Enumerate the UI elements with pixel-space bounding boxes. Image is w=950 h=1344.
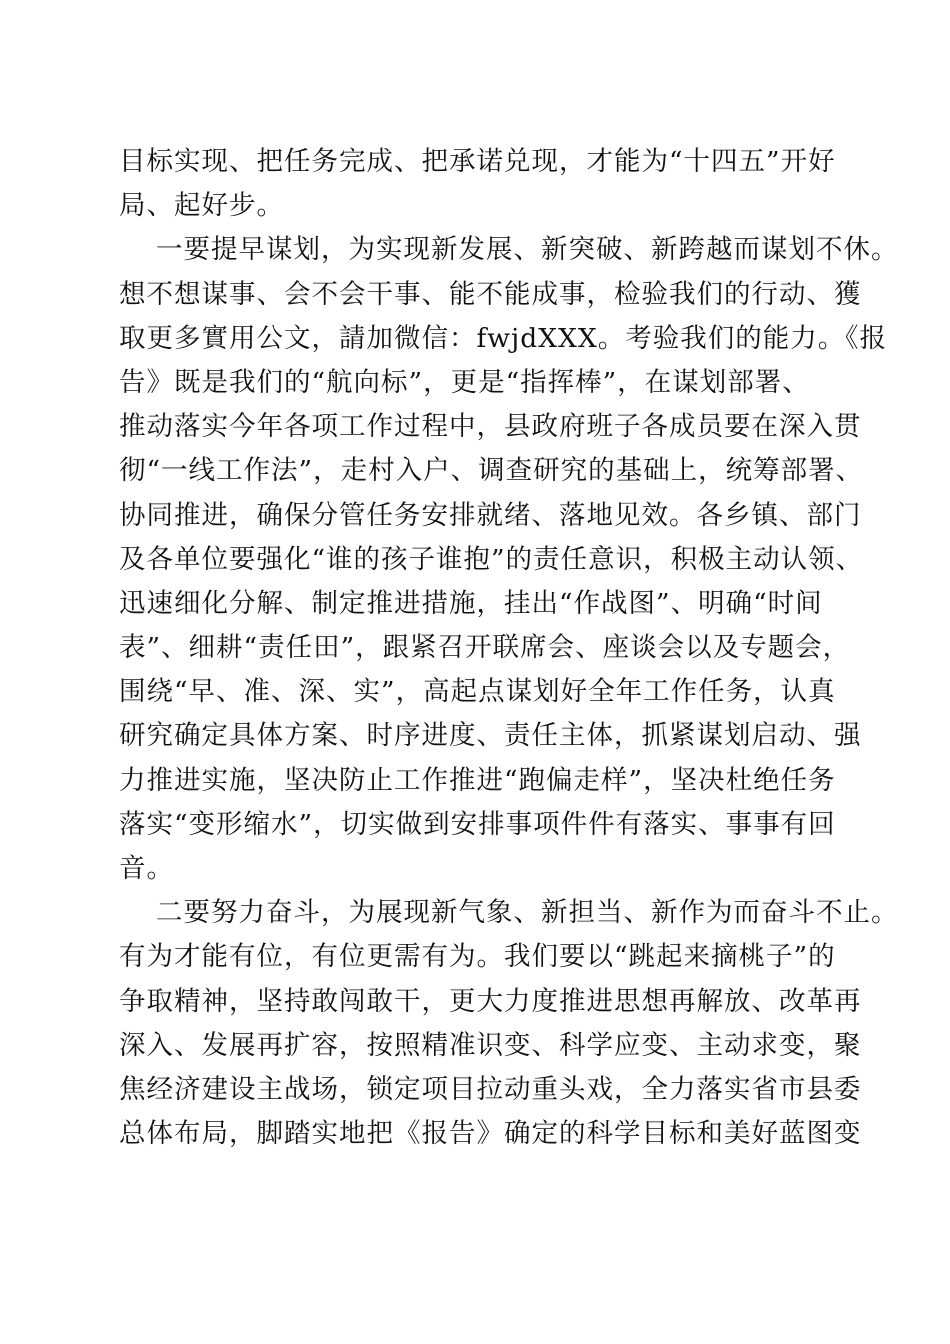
text-line: 力推进实施，坚决防止工作推进“跑偏走样”，坚决杜绝任务 [119, 764, 836, 796]
text-line: 彻“一线工作法”，走村入户、调查研究的基础上，统筹部署、 [119, 455, 864, 487]
text-line: 研究确定具体方案、时序进度、责任主体，抓紧谋划启动、强 [119, 720, 862, 752]
text-line: 告》既是我们的“航向标”，更是“指挥棒”，在谋划部署、 [119, 366, 810, 398]
paragraph-start-line: 二要努力奋斗，为展现新气象、新担当、新作为而奋斗不止。 [156, 897, 899, 929]
text-line: 迅速细化分解、制定推进措施，挂出“作战图”、明确“时间 [119, 587, 823, 619]
text-line: 想不想谋事、会不会干事、能不能成事，检验我们的行动、獲 [119, 278, 862, 310]
text-line: 音。 [119, 853, 174, 884]
text-line: 及各单位要强化“谁的孩子谁抱”的责任意识，积极主动认领、 [119, 543, 864, 575]
text-line: 推动落实今年各项工作过程中，县政府班子各成员要在深入贯 [119, 411, 862, 443]
text-line: 总体布局，脚踏实地把《报告》确定的科学目标和美好蓝图变 [119, 1118, 862, 1150]
text-line: 协同推进，确保分管任务安排就绪、落地见效。各乡镇、部门 [119, 499, 862, 531]
text-line: 表”、细耕“责任田”，跟紧召开联席会、座谈会以及专题会， [119, 632, 851, 664]
text-line: 落实“变形缩水”，切实做到安排事项件件有落实、事事有回 [119, 808, 836, 840]
text-line: 目标实现、把任务完成、把承诺兑现，才能为“十四五”开好 [119, 146, 836, 177]
text-line: 深入、发展再扩容，按照精准识变、科学应变、主动求变，聚 [119, 1029, 862, 1061]
text-line: 焦经济建设主战场，锁定项目拉动重头戏，全力落实省市县委 [119, 1073, 862, 1105]
paragraph-start-line: 一要提早谋划，为实现新发展、新突破、新跨越而谋划不休。 [156, 234, 899, 266]
text-line: 有为才能有位，有位更需有为。我们要以“跳起来摘桃子”的 [119, 941, 836, 973]
text-line: 取更多實用公文，請加微信：fwjdXXX。考验我们的能力。《报 [119, 322, 888, 354]
text-line: 围绕“早、准、深、实”，高起点谋划好全年工作任务，认真 [119, 676, 836, 708]
text-line: 局、起好步。 [119, 190, 284, 222]
text-line: 争取精神，坚持敢闯敢干，更大力度推进思想再解放、改革再 [119, 985, 862, 1017]
body-text [119, 140, 899, 1156]
